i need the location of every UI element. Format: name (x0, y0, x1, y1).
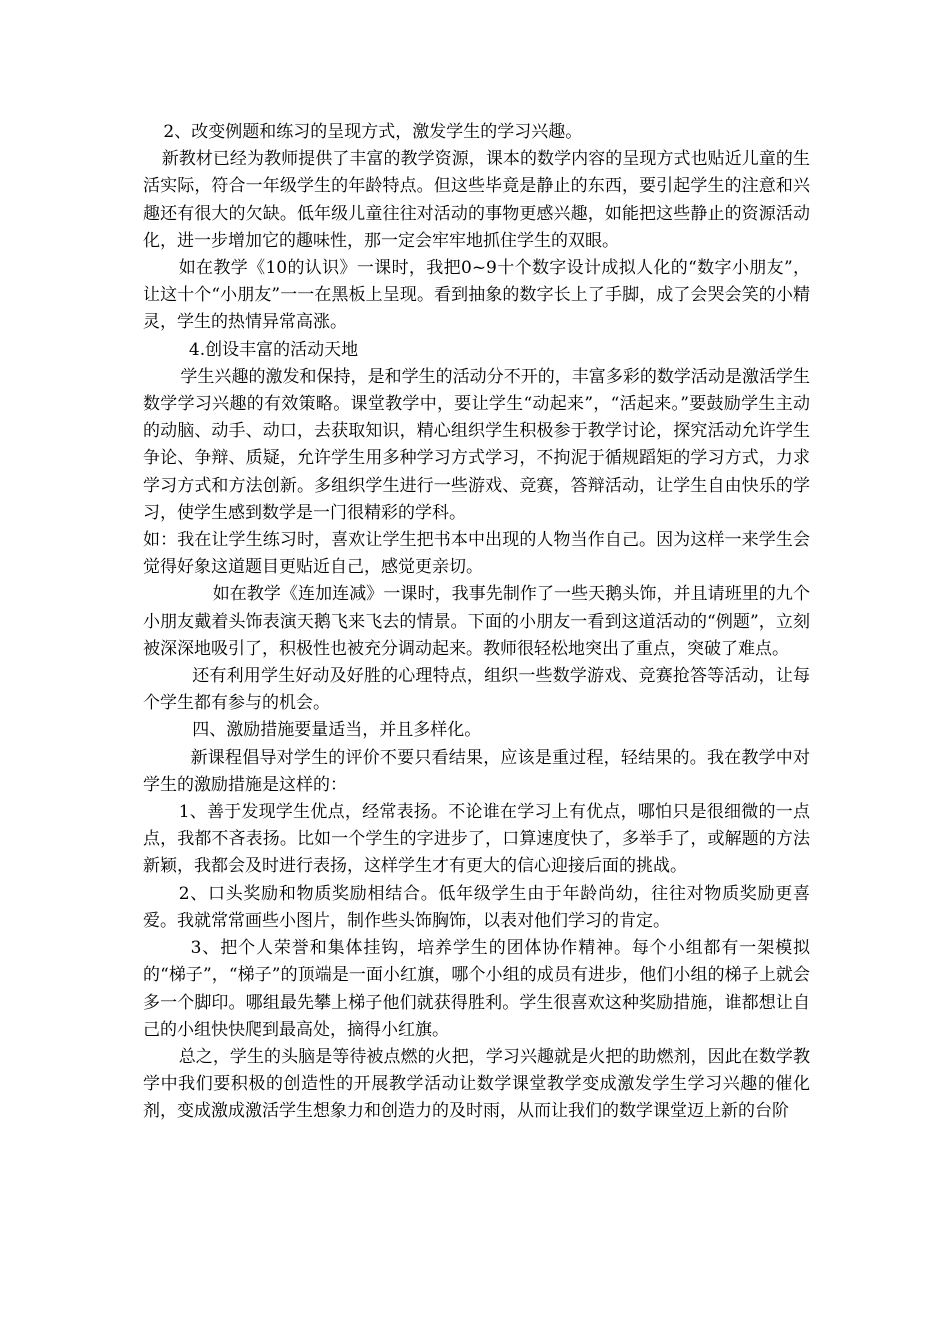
paragraph: 新教材已经为教师提供了丰富的教学资源，课本的数学内容的呈现方式也贴近儿童的生活实际，符合一年级学生的年龄特点。但这些毕竟是静止的东西，要引起学生的注意和兴趣还有很大的欠缺。低年级儿童往往对活动的事物更感兴趣，如能把这些静止的资源活动化，进一步增加它的趣味性，那一定会牢牢地抓住学生的双眼。 (143, 149, 810, 251)
document-body (143, 119, 810, 1126)
list-item: 3、把个人荣誉和集体挂钩，培养学生的团体协作精神。每个小组都有一架模拟的“梯子”，“梯子”的顶端是一面小红旗，哪个小组的成员有进步，他们小组的梯子上就会多一个脚印。哪组最先攀上梯子他们就获得胜利。学生很喜欢这种奖励措施，谁都想让自己的小组快快爬到最高处，摘得小红旗。 (143, 938, 810, 1040)
paragraph: 还有利用学生好动及好胜的心理特点，组织一些数学游戏、竞赛抢答等活动，让每个学生都有参与的机会。 (143, 666, 810, 714)
paragraph: 如在教学《10的认识》一课时，我把0~9十个数字设计成拟人化的“数字小朋友”，让这十个“小朋友”一一在黑板上呈现。看到抽象的数字长上了手脚，成了会哭会笑的小精灵，学生的热情异常高涨。 (143, 258, 810, 333)
list-item: 2、口头奖励和物质奖励相结合。低年级学生由于年龄尚幼，往往对物质奖励更喜爱。我就常常画些小图片，制作些头饰胸饰，以表对他们学习的肯定。 (143, 883, 810, 931)
list-item: 1、善于发现学生优点，经常表扬。不论谁在学习上有优点，哪怕只是很细微的一点点，我都不吝表扬。比如一个学生的字进步了，口算速度快了，多举手了，或解题的方法新颖，我都会及时进行表扬，这样学生才有更大的信心迎接后面的挑战。 (143, 802, 810, 877)
paragraph: 学生兴趣的激发和保持，是和学生的活动分不开的，丰富多彩的数学活动是激活学生数学学习兴趣的有效策略。课堂教学中，要让学生“动起来”，“活起来。”要鼓励学生主动的动脑、动手、动口，去获取知识，精心组织学生积极参于教学讨论，探究活动允许学生争论、争辩、质疑，允许学生用多种学习方式学习，不拘泥于循规蹈矩的学习方式，力求学习方式和方法创新。多组织学生进行一些游戏、竞赛，答辩活动，让学生自由快乐的学习，使学生感到数学是一门很精彩的学科。 (143, 366, 810, 523)
section-heading: 4.创设丰富的活动天地 (188, 339, 359, 360)
paragraph: 总之，学生的头脑是等待被点燃的火把，学习兴趣就是火把的助燃剂，因此在数学教学中我们要积极的创造性的开展教学活动让数学课堂教学变成激发学生学习兴趣的催化剂，变成激成激活学生想象力和创造力的及时雨，从而让我们的数学课堂迈上新的台阶 (143, 1046, 810, 1122)
paragraph: 如：我在让学生练习时，喜欢让学生把书本中出现的人物当作自己。因为这样一来学生会觉得好象这道题目更贴近自己，感觉更亲切。 (143, 530, 810, 578)
paragraph: 新课程倡导对学生的评价不要只看结果，应该是重过程，轻结果的。我在教学中对学生的激励措施是这样的： (143, 747, 810, 795)
paragraph: 2、改变例题和练习的呈现方式，激发学生的学习兴趣。 (163, 122, 583, 142)
paragraph: 如在教学《连加连减》一课时，我事先制作了一些天鹅头饰，并且请班里的九个小朋友戴着头饰表演天鹅飞来飞去的情景。下面的小朋友一看到这道活动的“例题”，立刻被深深地吸引了，积极性也被充分调动起来。教师很轻松地突出了重点，突破了难点。 (143, 584, 810, 659)
section-heading: 四、激励措施要量适当，并且多样化。 (192, 720, 482, 741)
